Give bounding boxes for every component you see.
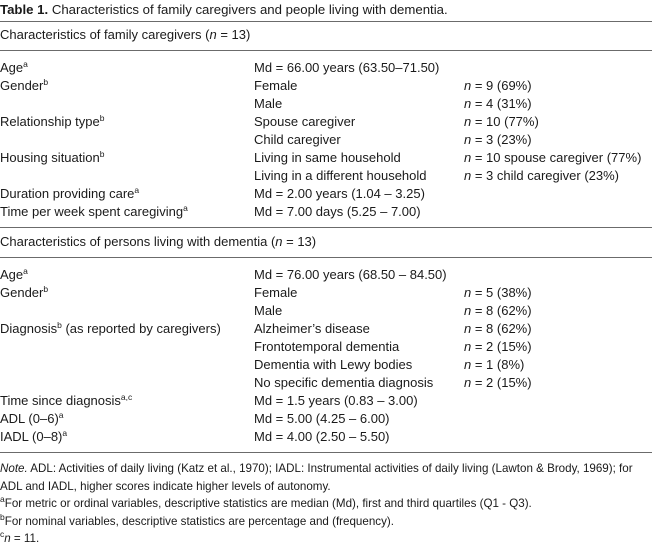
row-value: Dementia with Lewy bodies [254, 357, 413, 372]
table-caption [0, 2, 448, 17]
row-label: Gender$^b$ [0, 284, 49, 300]
section-title-n: n [275, 234, 283, 249]
row-value: Md = 7.00 days (5.25 – 7.00) [254, 204, 421, 219]
row-value: Male [254, 96, 283, 111]
table-row [0, 114, 652, 132]
row-stat: n = 4 (31%) [464, 96, 532, 111]
row-label: Age$^a$ [0, 59, 28, 75]
table-row [0, 411, 652, 429]
row-value: No specific dementia diagnosis [254, 375, 434, 390]
table-row [0, 168, 652, 186]
row-value: Md = 4.00 (2.50 – 5.50) [254, 429, 390, 444]
table-row [0, 357, 652, 375]
note-abbreviations-cont: ADL and IADL, higher scores indicate higher levels of autonomy. [0, 479, 331, 493]
table-row [0, 150, 652, 168]
row-stat: n = 3 child caregiver (23%) [464, 168, 619, 183]
row-value: Md = 66.00 years (63.50–71.50) [254, 60, 440, 75]
row-label: Gender$^b$ [0, 77, 49, 93]
table-row [0, 393, 652, 411]
footnote-b: $^b$For nominal variables, descriptive statistics are percentage and (frequency). [0, 511, 394, 528]
row-value: Child caregiver [254, 132, 341, 147]
row-stat: n = 10 (77%) [464, 114, 539, 129]
top-rule [0, 21, 652, 22]
row-label: Time per week spent caregiving$^a$ [0, 203, 188, 219]
section-rule [0, 257, 652, 258]
row-value: Male [254, 303, 283, 318]
table-row [0, 429, 652, 447]
table-row [0, 321, 652, 339]
row-value: Living in a different household [254, 168, 427, 183]
table-notes [0, 460, 652, 548]
section-title [0, 234, 316, 249]
row-stat: n = 5 (38%) [464, 285, 532, 300]
row-value: Living in same household [254, 150, 401, 165]
table-row [0, 267, 652, 285]
bottom-rule [0, 452, 652, 453]
row-label: Diagnosis$^b$ (as reported by caregivers) [0, 320, 221, 336]
row-stat: n = 3 (23%) [464, 132, 532, 147]
table-row [0, 339, 652, 357]
table-row [0, 375, 652, 393]
row-value: Female [254, 285, 298, 300]
table-row [0, 132, 652, 150]
section-rule [0, 227, 652, 228]
row-value: Md = 2.00 years (1.04 – 3.25) [254, 186, 425, 201]
row-value: Md = 76.00 years (68.50 – 84.50) [254, 267, 447, 282]
row-label: Time since diagnosis$^{a,c}$ [0, 392, 133, 408]
row-value: Alzheimer’s disease [254, 321, 370, 336]
row-value: Md = 5.00 (4.25 – 6.00) [254, 411, 390, 426]
row-value: Spouse caregiver [254, 114, 356, 129]
caption-text: Characteristics of family caregivers and people living with dementia. [51, 2, 448, 17]
row-stat: n = 2 (15%) [464, 375, 532, 390]
caption-label: Table 1. [0, 2, 49, 17]
table-row [0, 285, 652, 303]
table-row [0, 186, 652, 204]
row-value: Md = 1.5 years (0.83 – 3.00) [254, 393, 418, 408]
row-label: Housing situation$^b$ [0, 149, 105, 165]
note-abbreviations: Note. ADL: Activities of daily living (Katz et al., 1970); IADL: Instrumental activities of daily living (Lawton & Brody, 1969); for [0, 462, 633, 475]
table-row [0, 204, 652, 222]
section-title-count: = 13) [282, 234, 317, 249]
table-row [0, 303, 652, 321]
section-title-count: = 13) [216, 27, 251, 42]
section-title-text: Characteristics of persons living with dementia ( [0, 234, 276, 249]
row-stat: n = 9 (69%) [464, 78, 532, 93]
row-label: Age$^a$ [0, 266, 28, 282]
section-title [0, 27, 250, 42]
row-value: Frontotemporal dementia [254, 339, 400, 354]
section-title-n: n [209, 27, 217, 42]
row-label: Relationship type$^b$ [0, 113, 105, 129]
row-stat: n = 2 (15%) [464, 339, 532, 354]
row-label: Duration providing care$^a$ [0, 185, 140, 201]
section-rule [0, 50, 652, 51]
table-row [0, 78, 652, 96]
row-label: IADL $(0-8)^a$ [0, 428, 68, 444]
footnote-c: $^c$n = 11. [0, 529, 40, 545]
table-row [0, 60, 652, 78]
row-stat: n = 8 (62%) [464, 321, 532, 336]
row-stat: n = 10 spouse caregiver (77%) [464, 150, 642, 165]
row-value: Female [254, 78, 298, 93]
row-stat: n = 1 (8%) [464, 357, 525, 372]
row-label: ADL $(0-6)^a$ [0, 410, 64, 426]
section-title-text: Characteristics of family caregivers ( [0, 27, 210, 42]
footnote-a: $^a$For metric or ordinal variables, descriptive statistics are median (Md), first and third quartiles (Q1 - Q3). [0, 494, 532, 510]
row-stat: n = 8 (62%) [464, 303, 532, 318]
table-row [0, 96, 652, 114]
